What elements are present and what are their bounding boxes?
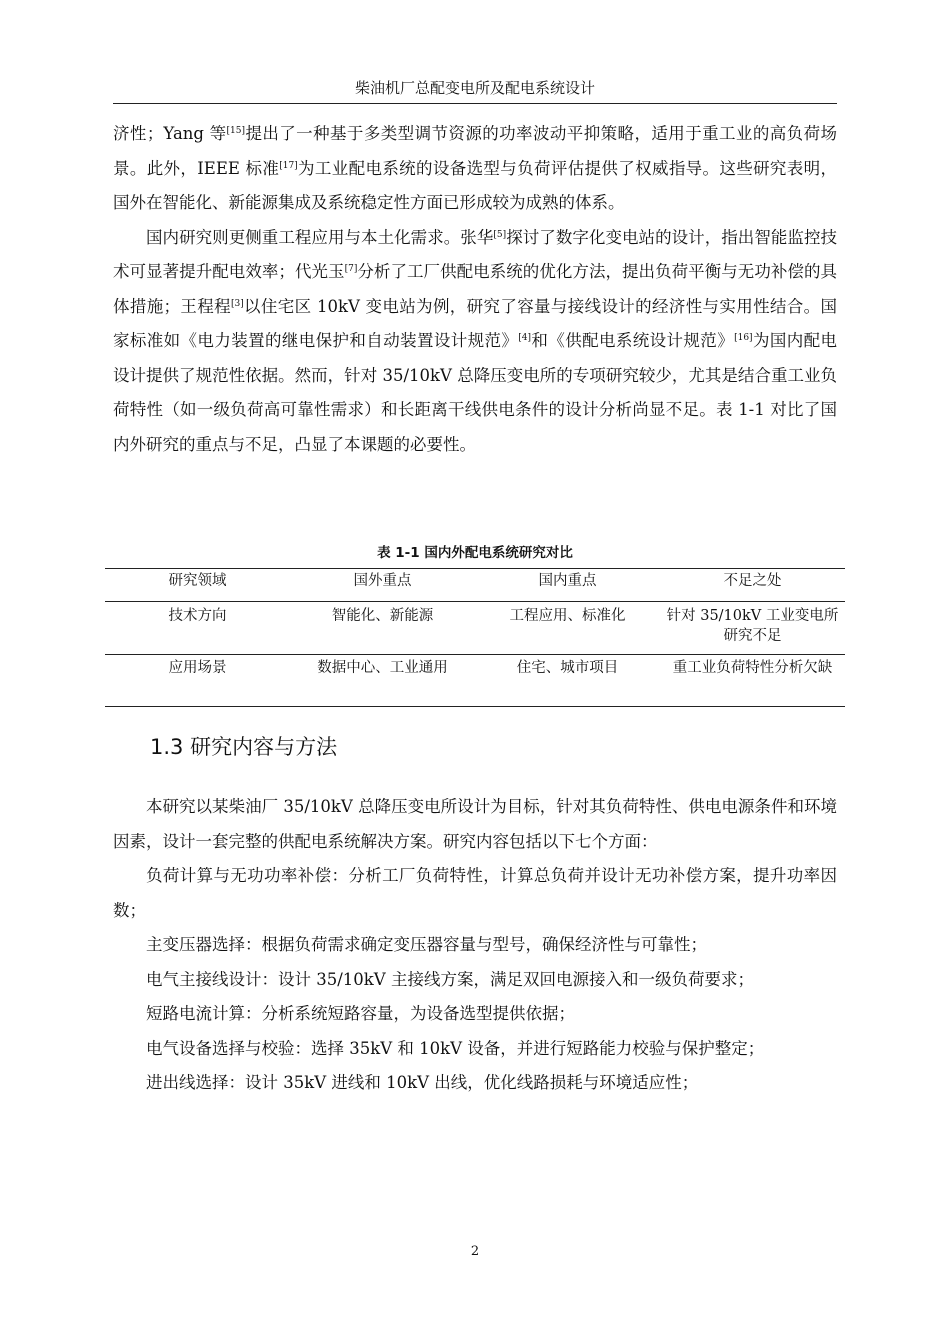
column-header: 国外重点 [353, 573, 412, 589]
paragraph-domestic-research [113, 221, 837, 463]
citation: [7] [344, 264, 358, 274]
citation: [15] [226, 126, 246, 136]
list-item-short-circuit: 短路电流计算：分析系统短路容量，为设备选型提供依据； [146, 1004, 575, 1023]
column-header: 研究领域 [168, 573, 227, 589]
text-run: 提出了一种基于多类型调节资源的功率波动平抑策略，适用于重工业的高负荷场景。此外，IEEE 标准 [113, 124, 838, 178]
list-item-transformer-selection: 主变压器选择：根据负荷需求确定变压器容量与型号，确保经济性与可靠性； [146, 935, 707, 954]
table-row [105, 655, 845, 707]
page-header [113, 77, 837, 104]
text-run: 为国内配电设计提供了规范性依据。然而，针对 35/10kV 总降压变电所的专项研究较少，尤其是结合重工业负荷特性（如一级负荷高可靠性需求）和长距离干线供电条件的设计分析尚显不足。表 1-1 对比了国内外研究的重点与不足，凸显了本课题的必要性。 [113, 331, 838, 454]
paragraph-research-content: 本研究以某柴油厂 35/10kV 总降压变电所设计为目标，针对其负荷特性、供电电源条件和环境因素，设计一套完整的供配电系统解决方案。研究内容包括以下七个方面： [113, 797, 837, 851]
text-run: 分析了工厂供配电系统的优化方法，提出负荷平衡与无功补偿的具体措施；王程程 [113, 262, 838, 316]
text-run: 以住宅区 10kV 变电站为例，研究了容量与接线设计的经济性与实用性结合。国家标准如《电力装置的继电保护和自动装置设计规范》 [113, 296, 837, 350]
column-header: 国内重点 [538, 573, 597, 589]
table-cell: 数据中心、工业通用 [317, 660, 448, 676]
list-item-equipment-selection: 电气设备选择与校验：选择 35kV 和 10kV 设备，并进行短路能力校验与保护整定； [146, 1038, 765, 1058]
text-run: 济性；Yang 等 [113, 124, 227, 143]
table-cell: 重工业负荷特性分析欠缺 [672, 660, 833, 676]
text-run: 探讨了数字化变电站的设计，指出智能监控技术可显著提升配电效率；代光玉 [113, 227, 838, 281]
table-cell: 针对 35/10kV 工业变电所研究不足 [666, 608, 839, 644]
table-cell: 工程应用、标准化 [509, 608, 626, 624]
header-title: 柴油机厂总配变电所及配电系统设计 [354, 79, 595, 97]
citation: [4] [518, 333, 532, 343]
text-run: 和《供配电系统设计规范》 [531, 331, 735, 350]
column-header: 不足之处 [723, 573, 782, 589]
table-cell: 应用场景 [168, 660, 227, 676]
text-run: 国内研究则更侧重工程应用与本土化需求。张华 [146, 227, 494, 247]
table-cell: 智能化、新能源 [331, 608, 434, 624]
table-cell: 住宅、城市项目 [516, 660, 619, 676]
citation: [16] [734, 333, 753, 343]
body-text-bottom [113, 790, 837, 1101]
comparison-table [105, 568, 845, 707]
list-item-line-selection: 进出线选择：设计 35kV 进线和 10kV 出线，优化线路损耗与环境适应性； [146, 1073, 699, 1092]
table-cell: 技术方向 [168, 608, 227, 624]
list-item-main-wiring: 电气主接线设计：设计 35/10kV 主接线方案，满足双回电源接入和一级负荷要求； [146, 969, 754, 989]
table-row [105, 602, 845, 655]
citation: [3] [230, 298, 244, 309]
body-text-top [113, 117, 837, 462]
table-caption: 表 1-1 国内外配电系统研究对比 [377, 545, 573, 561]
paragraph-foreign-research [113, 117, 837, 221]
table-header-row [105, 569, 845, 602]
citation: [5] [493, 229, 507, 240]
list-item-load-calculation: 负荷计算与无功功率补偿：分析工厂负荷特性，计算总负荷并设计无功补偿方案，提升功率因数； [113, 866, 837, 920]
citation: [17] [279, 160, 298, 171]
text-run: 为工业配电系统的设备选型与负荷评估提供了权威指导。这些研究表明，国外在智能化、新能源集成及系统稳定性方面已形成较为成熟的体系。 [113, 158, 837, 212]
section-heading: 1.3 研究内容与方法 [150, 735, 338, 759]
page-number: 2 [470, 1244, 480, 1259]
